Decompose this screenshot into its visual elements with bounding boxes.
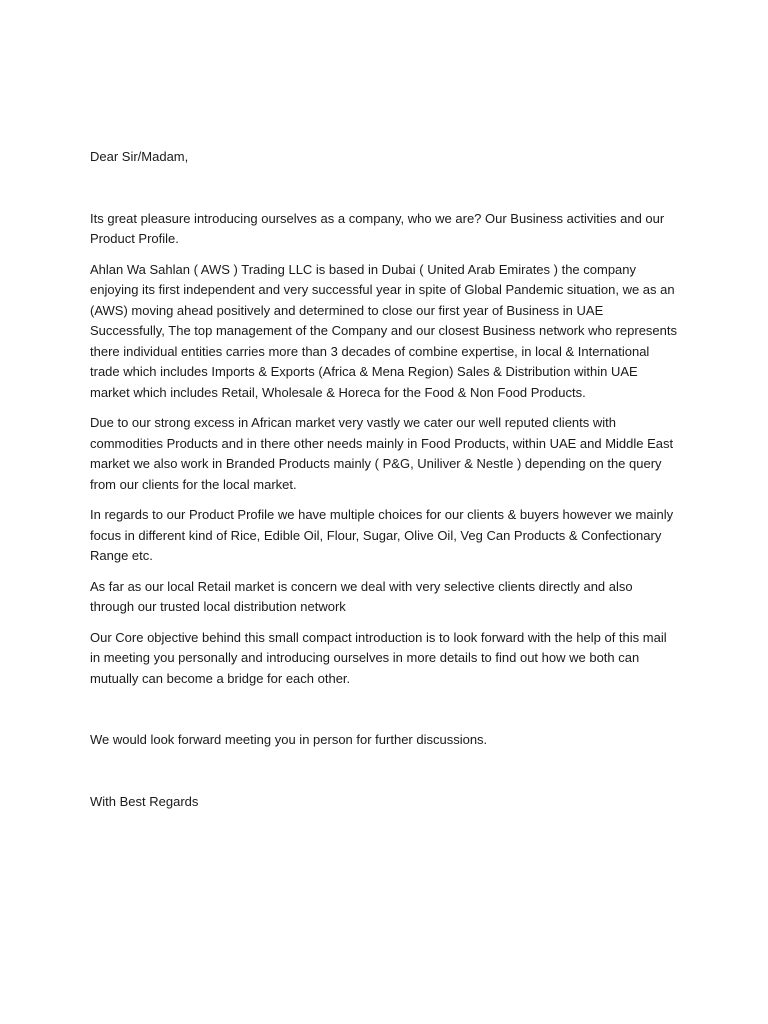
salutation: Dear Sir/Madam, bbox=[90, 149, 189, 164]
letter-body bbox=[90, 147, 680, 812]
paragraph-market-reach: Due to our strong excess in African market very vastly we cater our well reputed clients with commodities Products and in there other needs mainly in Food Products, within UAE and Middle East market we also work in Branded Products mainly ( P&G, Uniliver & Nestle ) depending on the query from our clients for the local market. bbox=[90, 415, 674, 492]
sign-off: With Best Regards bbox=[90, 793, 199, 809]
paragraph-company-overview: Ahlan Wa Sahlan ( AWS ) Trading LLC is based in Dubai ( United Arab Emirates ) the company enjoying its first independent and very successful year in spite of Global Pandemic situation, we as an (AWS) moving ahead positively and determined to close our first year of Business in UAE Successfully, The top management of the Company and our closest Business network who represents there individual entities carries more than 3 decades of combine expertise, in local & International trade which includes Imports & Exports (Africa & Mena Region) Sales & Distribution within UAE market which includes Retail, Wholesale & Horeca for the Food & Non Food Products. bbox=[90, 261, 677, 400]
paragraph-retail-market: As far as our local Retail market is concern we deal with very selective clients directly and also through our trusted local distribution network bbox=[90, 578, 633, 614]
paragraph-introduction: Its great pleasure introducing ourselves as a company, who we are? Our Business activities and our Product Profile. bbox=[90, 210, 665, 246]
paragraph-product-profile: In regards to our Product Profile we have multiple choices for our clients & buyers however we mainly focus in different kind of Rice, Edible Oil, Flour, Sugar, Olive Oil, Veg Can Products & Confectionary Range etc. bbox=[90, 507, 674, 563]
closing-line: We would look forward meeting you in person for further discussions. bbox=[90, 732, 488, 747]
paragraph-core-objective: Our Core objective behind this small compact introduction is to look forward with the help of this mail in meeting you personally and introducing ourselves in more details to find out how we both can mutually can become a bridge for each other. bbox=[90, 629, 667, 686]
